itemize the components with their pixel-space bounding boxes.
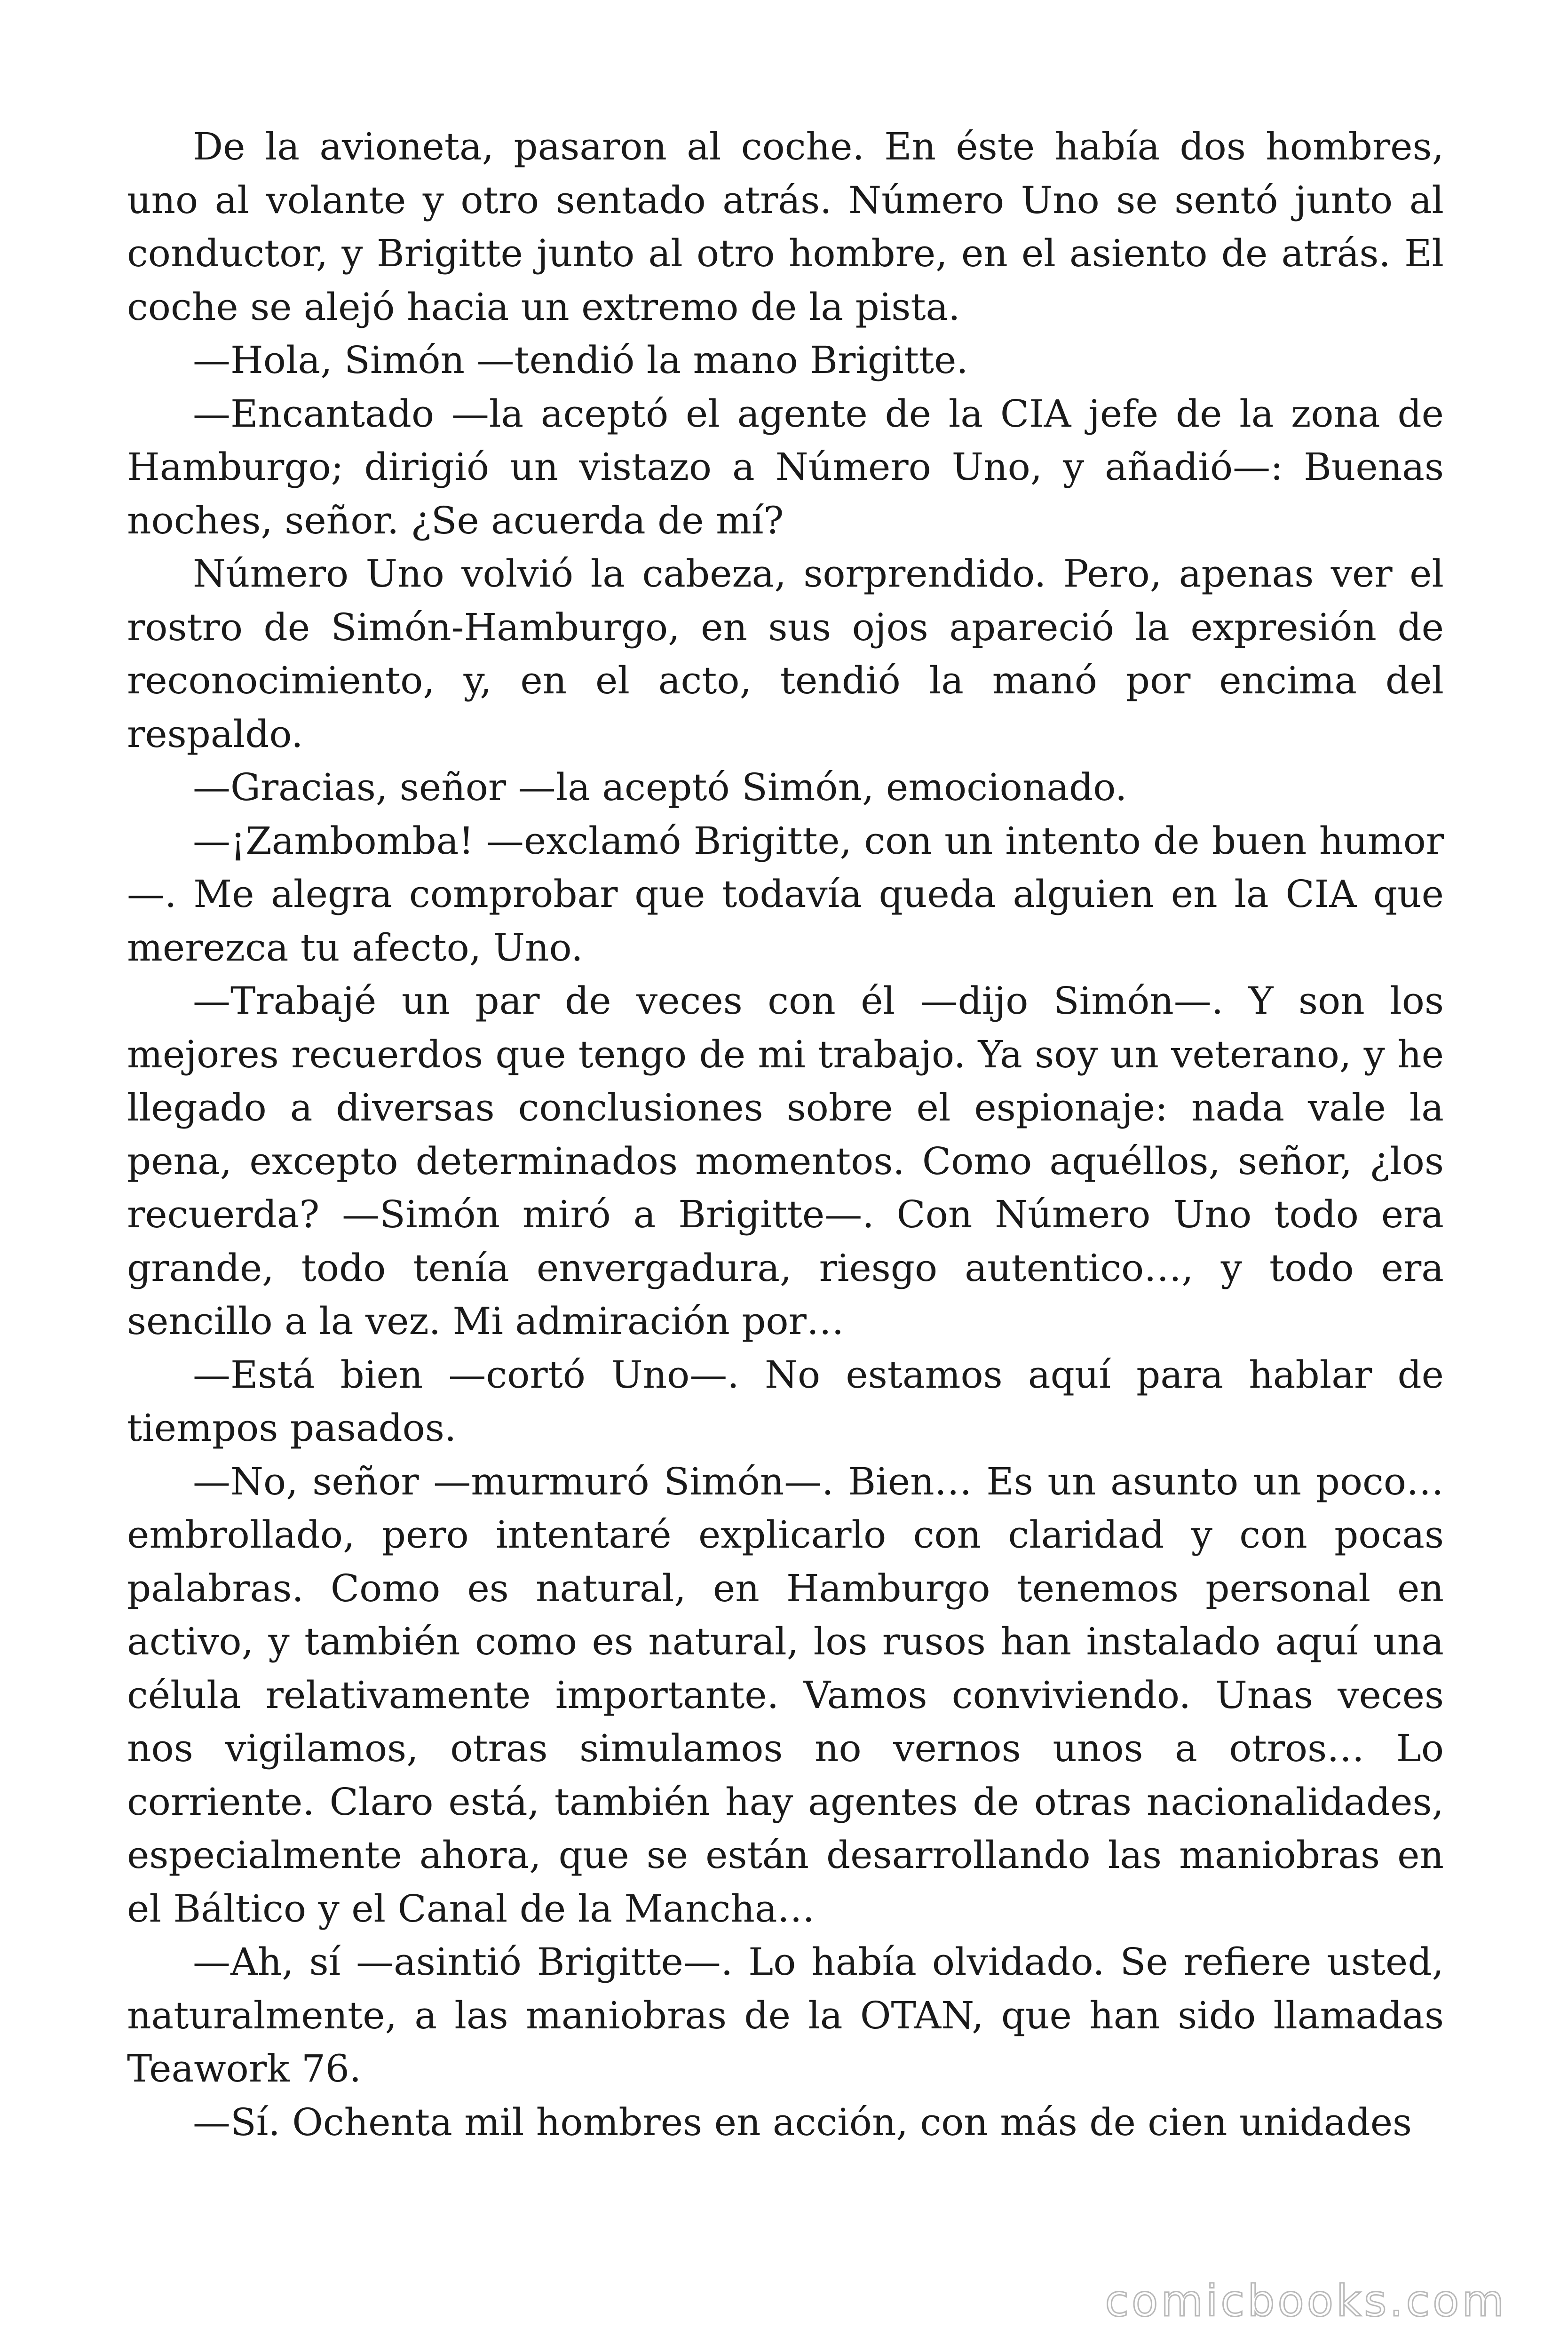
paragraph: —Ah, sí —asintió Brigitte—. Lo había olvidado. Se refiere usted, naturalmente, a las maniobras de la OTAN, que han sido llamadas Teawork 76.	[127, 1940, 1444, 2090]
paragraph: —Hola, Simón —tendió la mano Brigitte.	[193, 338, 968, 382]
paragraph: —Está bien —cortó Uno—. No estamos aquí para hablar de tiempos pasados.	[127, 1352, 1444, 1450]
paragraph: —Encantado —la aceptó el agente de la CIA jefe de la zona de Hamburgo; dirigió un vistazo a Número Uno, y añadió—: Buenas noches, señor. ¿Se acuerda de mí?	[127, 391, 1444, 542]
paragraph: —Sí. Ochenta mil hombres en acción, con más de cien unidades	[193, 2100, 1412, 2144]
paragraph: —No, señor —murmuró Simón—. Bien… Es un asunto un poco… embrollado, pero intentaré explicarlo con claridad y con pocas palabras. Como es natural, en Hamburgo tenemos personal en activo, y también como es natural, los rusos han instalado aquí una célula relativamente importante. Vamos conviviendo. Unas veces nos vigilamos, otras simulamos no vernos unos a otros… Lo corriente. Claro está, también hay agentes de otras nacionalidades, especialmente ahora, que se están desarrollando las maniobras en el Báltico y el Canal de la Mancha…	[127, 1459, 1444, 1931]
body-text	[127, 120, 1444, 2149]
paragraph: —¡Zambomba! —exclamó Brigitte, con un intento de buen humor—. Me alegra comprobar que todavía queda alguien en la CIA que merezca tu afecto, Uno.	[127, 818, 1444, 969]
watermark-text: comicbooks.com	[1105, 2276, 1507, 2326]
paragraph: —Gracias, señor —la aceptó Simón, emocionado.	[193, 765, 1127, 809]
paragraph: De la avioneta, pasaron al coche. En éste había dos hombres, uno al volante y otro sentado atrás. Número Uno se sentó junto al conductor, y Brigitte junto al otro hombre, en el asiento de atrás. El coche se alejó hacia un extremo de la pista.	[127, 125, 1444, 329]
paragraph: Número Uno volvió la cabeza, sorprendido. Pero, apenas ver el rostro de Simón-Hamburgo, en sus ojos apareció la expresión de reconocimiento, y, en el acto, tendió la manó por encima del respaldo.	[127, 552, 1444, 756]
paragraph: —Trabajé un par de veces con él —dijo Simón—. Y son los mejores recuerdos que tengo de mi trabajo. Ya soy un veterano, y he llegado a diversas conclusiones sobre el espionaje: nada vale la pena, excepto determinados momentos. Como aquéllos, señor, ¿los recuerda? —Simón miró a Brigitte—. Con Número Uno todo era grande, todo tenía envergadura, riesgo autentico…, y todo era sencillo a la vez. Mi admiración por…	[127, 979, 1444, 1343]
